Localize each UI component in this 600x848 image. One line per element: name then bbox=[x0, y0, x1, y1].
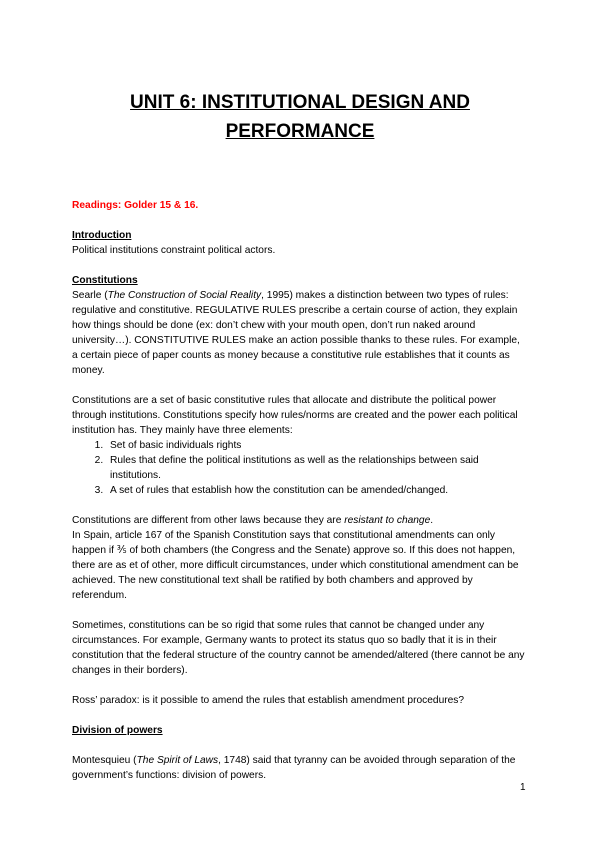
constitution-elements-list bbox=[72, 438, 528, 498]
constitutions-heading: Constitutions bbox=[72, 275, 138, 286]
page-content bbox=[72, 88, 528, 783]
montesquieu-book-title: The Spirit of Laws bbox=[136, 755, 219, 766]
searle-text-rest: , 1995) makes a distinction between two types of rules: regulative and constitutive. REGULATIVE RULES prescribe a certain course of action, they explain how things should be done (ex: don’t chew with your mouth open, don’t run naked around university…). CONSTITUTIVE RULES make an action possible thanks to these rules. For example, a certain piece of paper counts as money because a constitutive rule establishes that it counts as money. bbox=[72, 290, 520, 376]
montesquieu-text-rest: , 1748) said that tyranny can be avoided through separation of the government’s functions: division of powers. bbox=[72, 755, 516, 781]
resistance-text-end: . bbox=[430, 515, 434, 526]
page-title: UNIT 6: INSTITUTIONAL DESIGN AND PERFORMANCE bbox=[130, 92, 470, 142]
constitutions-definition-paragraph: Constitutions are a set of basic constitutive rules that allocate and distribute the political power through institutions. Constitutions specify how rules/norms are created and the power each political institution has. They mainly have three elements: bbox=[72, 395, 518, 436]
spain-paragraph: In Spain, article 167 of the Spanish Constitution says that constitutional amendments can only happen if ⅗ of both chambers (the Congress and the Senate) approve so. If this does not happen, there are as et of other, more difficult circumstances, under which constitutional amendment can be achieved. The new constitutional text shall be ratified by both chambers and approved by referendum. bbox=[72, 530, 519, 601]
readings-note: Readings: Golder 15 & 16. bbox=[72, 200, 199, 211]
montesquieu-paragraph bbox=[72, 753, 528, 783]
resistance-paragraph bbox=[72, 513, 528, 528]
introduction-text: Political institutions constraint political actors. bbox=[72, 245, 276, 256]
searle-text-start: Searle ( bbox=[72, 290, 108, 301]
rigidity-paragraph: Sometimes, constitutions can be so rigid that some rules that cannot be changed under any circumstances. For example, Germany wants to protect its status quo so badly that it is in their constitution that the federal structure of the country cannot be amended/altered (there cannot be any changes in their borders). bbox=[72, 620, 525, 676]
division-of-powers-heading: Division of powers bbox=[72, 725, 163, 736]
montesquieu-text-start: Montesquieu ( bbox=[72, 755, 137, 766]
list-item: 3. A set of rules that establish how the constitution can be amended/changed. bbox=[106, 483, 528, 498]
list-item: 1. Set of basic individuals rights bbox=[106, 438, 528, 453]
ross-paradox-paragraph: Ross’ paradox: is it possible to amend the rules that establish amendment procedures? bbox=[72, 695, 465, 706]
searle-paragraph bbox=[72, 288, 528, 378]
resistance-emphasis: resistant to change bbox=[344, 515, 431, 526]
introduction-heading: Introduction bbox=[72, 230, 132, 241]
resistance-text-start: Constitutions are different from other laws because they are bbox=[72, 515, 345, 526]
page-number: 1 bbox=[520, 782, 526, 793]
list-item: 2. Rules that define the political institutions as well as the relationships between said institutions. bbox=[106, 453, 528, 483]
searle-book-title: The Construction of Social Reality bbox=[107, 290, 262, 301]
